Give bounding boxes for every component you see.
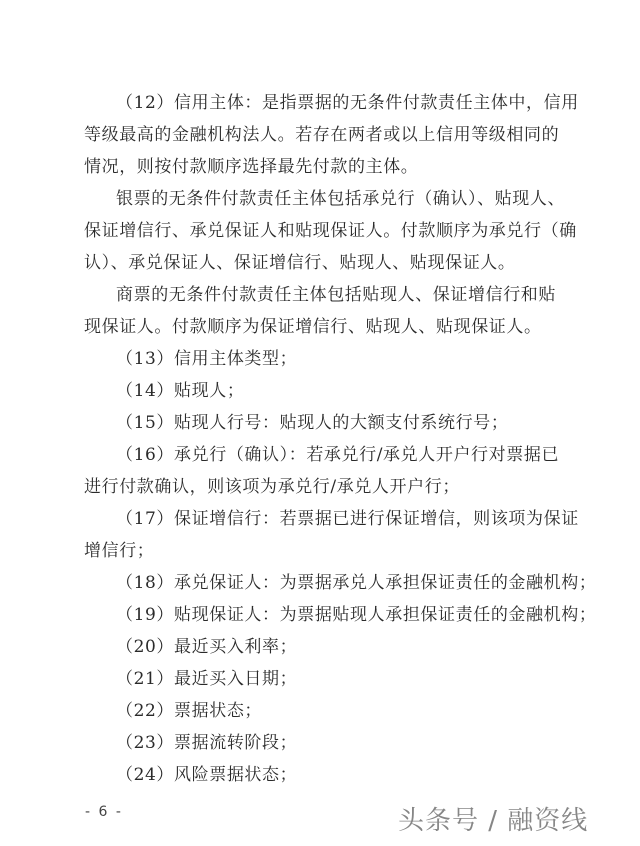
text-line: 情况，则按付款顺序选择最先付款的主体。 — [84, 157, 419, 177]
text-line: 等级最高的金融机构法人。若存在两者或以上信用等级相同的 — [84, 125, 560, 145]
page-number: - 6 - — [85, 804, 123, 820]
text-line: （17）保证增信行：若票据已进行保证增信，则该项为保证 — [116, 509, 579, 529]
text-line: （15）贴现人行号：贴现人的大额支付系统行号； — [116, 413, 509, 433]
watermark: 头条号 / 融资线 — [398, 806, 589, 836]
text-line: （21）最近买入日期； — [116, 669, 298, 689]
text-line: 商票的无条件付款责任主体包括贴现人、保证增信行和贴 — [116, 285, 556, 305]
text-line: （18）承兑保证人：为票据承兑人承担保证责任的金融机构； — [116, 573, 597, 593]
text-line: 现保证人。付款顺序为保证增信行、贴现人、贴现保证人。 — [84, 317, 542, 337]
text-line: 增信行； — [84, 541, 155, 561]
text-line: 进行付款确认，则该项为承兑行/承兑人开户行； — [84, 477, 460, 497]
text-line: （16）承兑行（确认）：若承兑行/承兑人开户行对票据已 — [116, 445, 560, 465]
text-line: （22）票据状态； — [116, 701, 263, 721]
text-line: 银票的无条件付款责任主体包括承兑行（确认）、贴现人、 — [116, 189, 566, 209]
text-line: （23）票据流转阶段； — [116, 733, 298, 753]
text-line: （12）信用主体：是指票据的无条件付款责任主体中，信用 — [116, 93, 579, 113]
text-line: （19）贴现保证人：为票据贴现人承担保证责任的金融机构； — [116, 605, 597, 625]
text-line: （24）风险票据状态； — [116, 765, 298, 785]
text-line: （13）信用主体类型； — [116, 349, 298, 369]
text-line: （20）最近买入利率； — [116, 637, 298, 657]
text-line: （14）贴现人； — [116, 381, 245, 401]
text-line: 保证增信行、承兑保证人和贴现保证人。付款顺序为承兑行（确 — [84, 221, 577, 241]
text-line: 认）、承兑保证人、保证增信行、贴现人、贴现保证人。 — [84, 253, 516, 273]
